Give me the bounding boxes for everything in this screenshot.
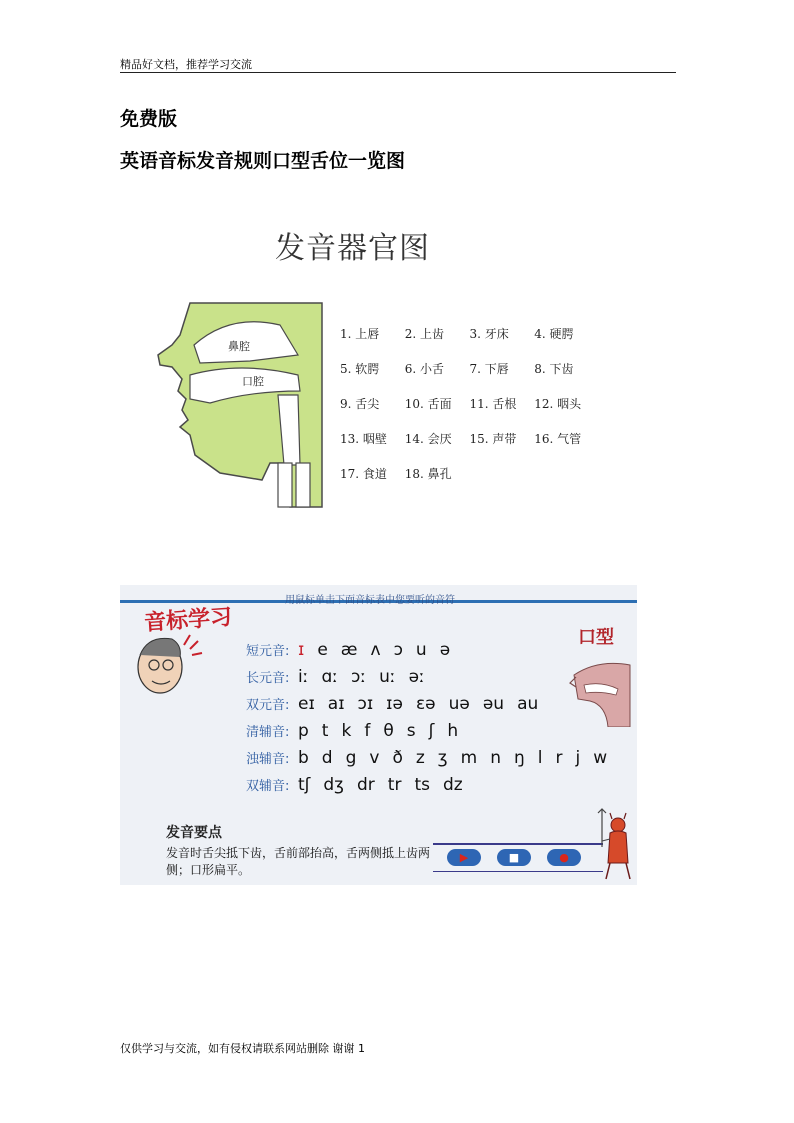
- instruction-text: 用鼠标单击下面音标表中您要听的音符: [285, 595, 455, 606]
- trachea: [278, 463, 292, 507]
- symbol-button[interactable]: w: [593, 748, 608, 768]
- oral-label: 口腔: [242, 375, 264, 388]
- symbol-button[interactable]: b: [298, 748, 309, 768]
- vocal-tract-diagram: [150, 295, 330, 510]
- symbol-button[interactable]: ɪ: [298, 640, 305, 660]
- symbol-button[interactable]: z: [415, 748, 425, 768]
- row-voiceless-consonants: [246, 721, 620, 748]
- organ-item: 10. 舌面: [404, 397, 452, 411]
- organ-item: 13. 咽壁: [340, 432, 387, 446]
- page-header: 精品好文档，推荐学习交流: [120, 56, 676, 73]
- row-long-vowels: [246, 667, 620, 694]
- row-voiced-consonants: [246, 748, 620, 775]
- pronunciation-points-text: 发音时舌尖抵下齿，舌前部抬高，舌两侧抵上齿两侧；口形扁平。: [166, 846, 431, 877]
- organ-item: 15. 声带: [469, 432, 517, 446]
- organ-item: 5. 软腭: [340, 362, 380, 376]
- audio-controls: [433, 843, 603, 872]
- record-button[interactable]: [547, 849, 581, 866]
- symbol-button[interactable]: ɔɪ: [357, 694, 374, 714]
- symbol-button[interactable]: tr: [387, 775, 402, 795]
- symbol-button[interactable]: j: [575, 748, 581, 768]
- symbol-button[interactable]: dr: [357, 775, 375, 795]
- symbol-button[interactable]: m: [460, 748, 478, 768]
- page-footer: 仅供学习与交流，如有侵权请联系网站删除 谢谢 1: [120, 1042, 365, 1055]
- record-icon: ●: [559, 851, 569, 864]
- symbol-button[interactable]: ɔː: [350, 667, 367, 687]
- row-diphthongs: [246, 694, 620, 721]
- organ-item: 14. 会厌: [404, 432, 452, 446]
- organ-item: 11. 舌根: [469, 397, 517, 411]
- symbol-button[interactable]: θ: [383, 721, 394, 741]
- symbol-button[interactable]: tʃ: [298, 775, 311, 795]
- symbol-button[interactable]: ŋ: [513, 748, 525, 768]
- organ-item: 16. 气管: [534, 432, 582, 446]
- symbol-button[interactable]: au: [517, 694, 539, 714]
- nasal-label: 鼻腔: [228, 340, 250, 353]
- symbol-button[interactable]: t: [321, 721, 329, 741]
- row-label: 长元音:: [246, 671, 290, 686]
- symbol-button[interactable]: ð: [392, 748, 403, 768]
- organ-item: 1. 上唇: [340, 327, 380, 341]
- vocal-organs-figure: [150, 215, 600, 515]
- phonetic-symbol-table: [246, 640, 620, 802]
- organ-item: 4. 硬腭: [534, 327, 574, 341]
- symbol-button[interactable]: h: [447, 721, 459, 741]
- symbol-button[interactable]: əː: [408, 667, 425, 687]
- organ-item: 12. 咽头: [534, 397, 582, 411]
- phonetic-learning-panel: [120, 585, 637, 885]
- symbol-button[interactable]: ʌ: [370, 640, 381, 660]
- symbol-button[interactable]: d: [321, 748, 333, 768]
- symbol-button[interactable]: uə: [448, 694, 470, 714]
- organ-item: 7. 下唇: [469, 362, 509, 376]
- organ-item: 3. 牙床: [469, 327, 509, 341]
- row-label: 浊辅音:: [246, 752, 290, 767]
- symbol-button[interactable]: g: [345, 748, 357, 768]
- organ-item: 6. 小舌: [404, 362, 445, 376]
- symbol-button[interactable]: r: [555, 748, 563, 768]
- mouth-shape-label: 口型: [578, 627, 614, 648]
- row-label: 短元音:: [246, 644, 290, 659]
- symbol-button[interactable]: dʒ: [323, 775, 345, 795]
- symbol-button[interactable]: f: [364, 721, 371, 741]
- organ-item: 9. 舌尖: [340, 397, 380, 411]
- organ-item: 2. 上齿: [404, 327, 445, 341]
- symbol-button[interactable]: ɔ: [393, 640, 403, 660]
- symbol-button[interactable]: eɪ: [298, 694, 315, 714]
- devil-mascot-icon: [596, 807, 636, 885]
- pronunciation-points-title: 发音要点: [166, 825, 222, 841]
- symbol-button[interactable]: ʃ: [428, 721, 435, 741]
- symbol-button[interactable]: æ: [340, 640, 358, 660]
- symbol-button[interactable]: e: [317, 640, 328, 660]
- symbol-button[interactable]: u: [415, 640, 427, 660]
- row-label: 清辅音:: [246, 725, 290, 740]
- row-short-vowels: [246, 640, 620, 667]
- symbol-button[interactable]: v: [369, 748, 380, 768]
- symbol-button[interactable]: ʒ: [437, 748, 448, 768]
- document-title: 英语音标发音规则口型舌位一览图: [120, 150, 406, 172]
- teacher-face-icon: [128, 625, 204, 701]
- symbol-button[interactable]: s: [406, 721, 416, 741]
- play-button[interactable]: [447, 849, 481, 866]
- row-double-consonants: [246, 775, 620, 802]
- symbol-button[interactable]: n: [490, 748, 501, 768]
- symbol-button[interactable]: p: [298, 721, 309, 741]
- play-icon: ▶: [459, 851, 469, 864]
- app-logo: 音标学习: [143, 604, 233, 637]
- esophagus: [296, 463, 310, 507]
- symbol-button[interactable]: ɪə: [386, 694, 403, 714]
- symbol-button[interactable]: ɛə: [415, 694, 436, 714]
- symbol-button[interactable]: ɑː: [321, 667, 338, 687]
- symbol-button[interactable]: dz: [442, 775, 463, 795]
- organ-item: 17. 食道: [340, 467, 387, 481]
- stop-icon: ■: [508, 851, 520, 864]
- symbol-button[interactable]: uː: [379, 667, 396, 687]
- organ-item: 8. 下齿: [534, 362, 574, 376]
- symbol-button[interactable]: ts: [414, 775, 430, 795]
- row-label: 双辅音:: [246, 779, 290, 794]
- organ-legend: [340, 325, 595, 482]
- symbol-button[interactable]: əu: [482, 694, 505, 714]
- figure-title: 发音器官图: [275, 231, 430, 266]
- symbol-button[interactable]: ə: [439, 640, 451, 660]
- edition-title: 免费版: [120, 108, 178, 130]
- stop-button[interactable]: [497, 849, 531, 866]
- symbol-button[interactable]: k: [341, 721, 352, 741]
- symbol-button[interactable]: iː: [298, 667, 309, 687]
- organ-item: 18. 鼻孔: [404, 467, 452, 481]
- row-label: 双元音:: [246, 698, 290, 713]
- symbol-button[interactable]: l: [537, 748, 543, 768]
- symbol-button[interactable]: aɪ: [327, 694, 345, 714]
